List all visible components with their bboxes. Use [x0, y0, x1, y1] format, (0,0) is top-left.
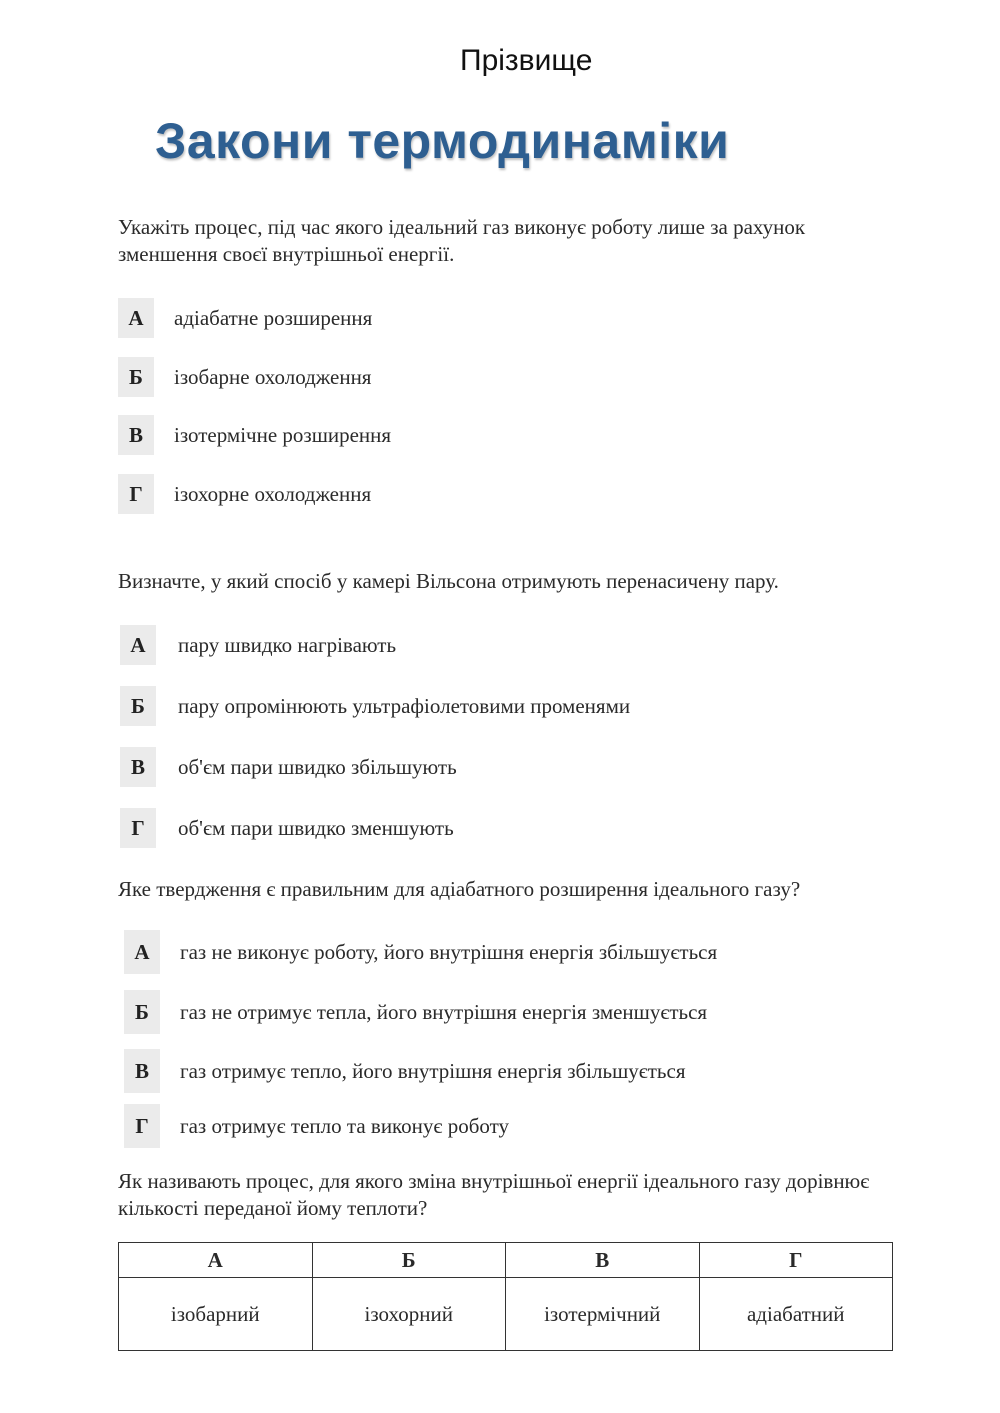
answer-cell-a[interactable]: ізобарний: [119, 1278, 313, 1351]
answer-header-b: Б: [312, 1243, 506, 1278]
option-letter: В: [118, 415, 154, 455]
answer-header-a: А: [119, 1243, 313, 1278]
option-text: об'єм пари швидко зменшують: [178, 816, 454, 840]
option-text: ізобарне охолодження: [174, 365, 372, 389]
answer-cell-d[interactable]: адіабатний: [699, 1278, 893, 1351]
option-letter: А: [120, 625, 156, 665]
option-letter: Б: [124, 990, 160, 1034]
option-text: ізохорне охолодження: [174, 482, 372, 506]
option-text: пару опромінюють ультрафіолетовими променями: [178, 694, 631, 718]
option-letter: А: [118, 298, 154, 338]
answer-header-c: В: [506, 1243, 700, 1278]
answer-table: [118, 1242, 893, 1351]
question-4-text: Як називають процес, для якого зміна внутрішньої енергії ідеального газу дорівнює кількості переданої йому теплоти?: [118, 1169, 870, 1220]
option-letter: А: [124, 930, 160, 974]
question-2-text: Визначте, у який спосіб у камері Вільсона отримують перенасичену пару.: [118, 569, 779, 593]
answer-header-d: Г: [699, 1243, 893, 1278]
option-letter: В: [124, 1049, 160, 1093]
option-text: ізотермічне розширення: [174, 423, 392, 447]
surname-label: Прізвище: [460, 44, 593, 77]
answer-table-row: [119, 1278, 893, 1351]
option-text: адіабатне розширення: [174, 306, 373, 330]
question-1-text: Укажіть процес, під час якого ідеальний газ виконує роботу лише за рахунок зменшення своєї внутрішньої енергії.: [118, 215, 806, 266]
option-letter: Б: [118, 357, 154, 397]
option-text: об'єм пари швидко збільшують: [178, 755, 457, 779]
answer-cell-b[interactable]: ізохорний: [312, 1278, 506, 1351]
page-title: Закони термодинаміки: [155, 113, 730, 169]
option-text: газ не отримує тепла, його внутрішня енергія зменшується: [180, 1000, 708, 1024]
answer-cell-c[interactable]: ізотермічний: [506, 1278, 700, 1351]
option-text: газ не виконує роботу, його внутрішня енергія збільшується: [180, 940, 718, 964]
question-3-text: Яке твердження є правильним для адіабатного розширення ідеального газу?: [118, 877, 801, 901]
option-letter: Г: [118, 474, 154, 514]
answer-table-header-row: [119, 1243, 893, 1278]
option-letter: В: [120, 747, 156, 787]
option-text: газ отримує тепло та виконує роботу: [180, 1114, 509, 1138]
option-text: пару швидко нагрівають: [178, 633, 397, 657]
option-letter: Г: [124, 1104, 160, 1148]
option-letter: Б: [120, 686, 156, 726]
option-letter: Г: [120, 808, 156, 848]
option-text: газ отримує тепло, його внутрішня енергія збільшується: [180, 1059, 686, 1083]
